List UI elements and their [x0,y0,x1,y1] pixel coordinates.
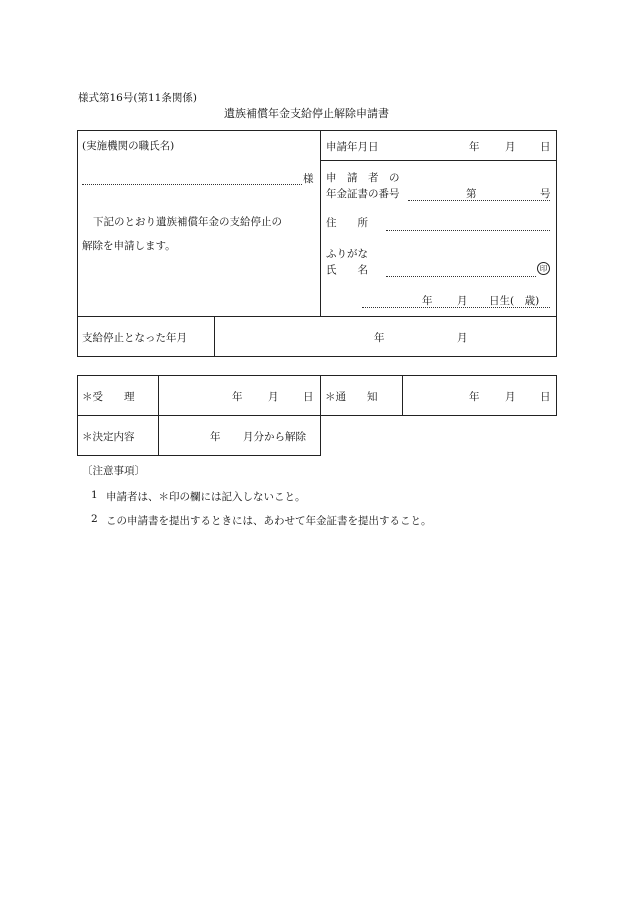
birth-year: 年 [422,295,433,307]
address-label: 住 所 [326,217,368,229]
applicant-label-line2: 年金証書の番号 [326,188,400,200]
date-row-divider [320,160,557,161]
cert-prefix: 第 [466,188,477,200]
name-line[interactable] [386,276,536,277]
suspension-month: 月 [457,332,468,344]
notes-heading: 〔注意事項〕 [82,465,145,477]
suspension-row-divider [77,316,557,317]
suspension-cell-divider [214,316,215,357]
receipt-label: ＊受 理 [82,391,135,403]
main-divider [320,130,321,316]
office-divider-1 [158,375,159,416]
office-divider-2 [320,375,321,416]
suspension-label: 支給停止となった年月 [82,332,187,344]
receipt-month: 月 [268,391,279,403]
cert-number-line[interactable] [408,200,550,201]
application-year: 年 [469,141,480,153]
request-text-line2: 解除を申請します。 [82,240,176,252]
note-1-text: 申請者は、＊印の欄には記入しないこと。 [106,491,306,503]
org-name-line[interactable] [82,184,302,185]
receipt-day: 日 [303,391,314,403]
decision-text: 月分から解除 [243,431,306,443]
address-line[interactable] [386,230,550,231]
org-label: (実施機関の職氏名) [82,140,175,152]
office-divider-3 [402,375,403,416]
note-2-number: 2 [91,513,98,525]
birth-date-line[interactable] [362,307,550,308]
office-divider-4 [158,415,159,456]
application-date-label: 申請年月日 [326,141,379,153]
decision-label: ＊決定内容 [82,431,135,443]
suspension-year: 年 [374,332,385,344]
office-table-row1 [77,375,557,416]
application-day: 日 [540,141,551,153]
seal-icon: 印 [537,262,550,275]
form-title: 遺族補償年金支給停止解除申請書 [224,107,389,120]
note-2-text: この申請書を提出するときには、あわせて年金証書を提出すること。 [106,515,432,527]
notice-label: ＊通 知 [325,391,378,403]
name-label: 氏 名 [326,264,368,276]
request-text-line1: 下記のとおり遺族補償年金の支給停止の [93,216,282,228]
notice-day: 日 [540,391,551,403]
receipt-year: 年 [232,391,243,403]
note-1-number: 1 [91,489,98,501]
form-number: 様式第16号(第11条関係) [78,92,197,104]
birth-month: 月 [457,295,468,307]
furigana-label: ふりがな [326,248,368,260]
application-month: 月 [505,141,516,153]
notice-month: 月 [505,391,516,403]
honorific-sama: 様 [303,173,314,185]
cert-suffix: 号 [540,188,551,200]
birth-suffix: 日生( 歳) [489,295,540,307]
notice-year: 年 [469,391,480,403]
decision-year: 年 [210,431,221,443]
applicant-label-line1: 申 請 者 の [326,172,400,184]
